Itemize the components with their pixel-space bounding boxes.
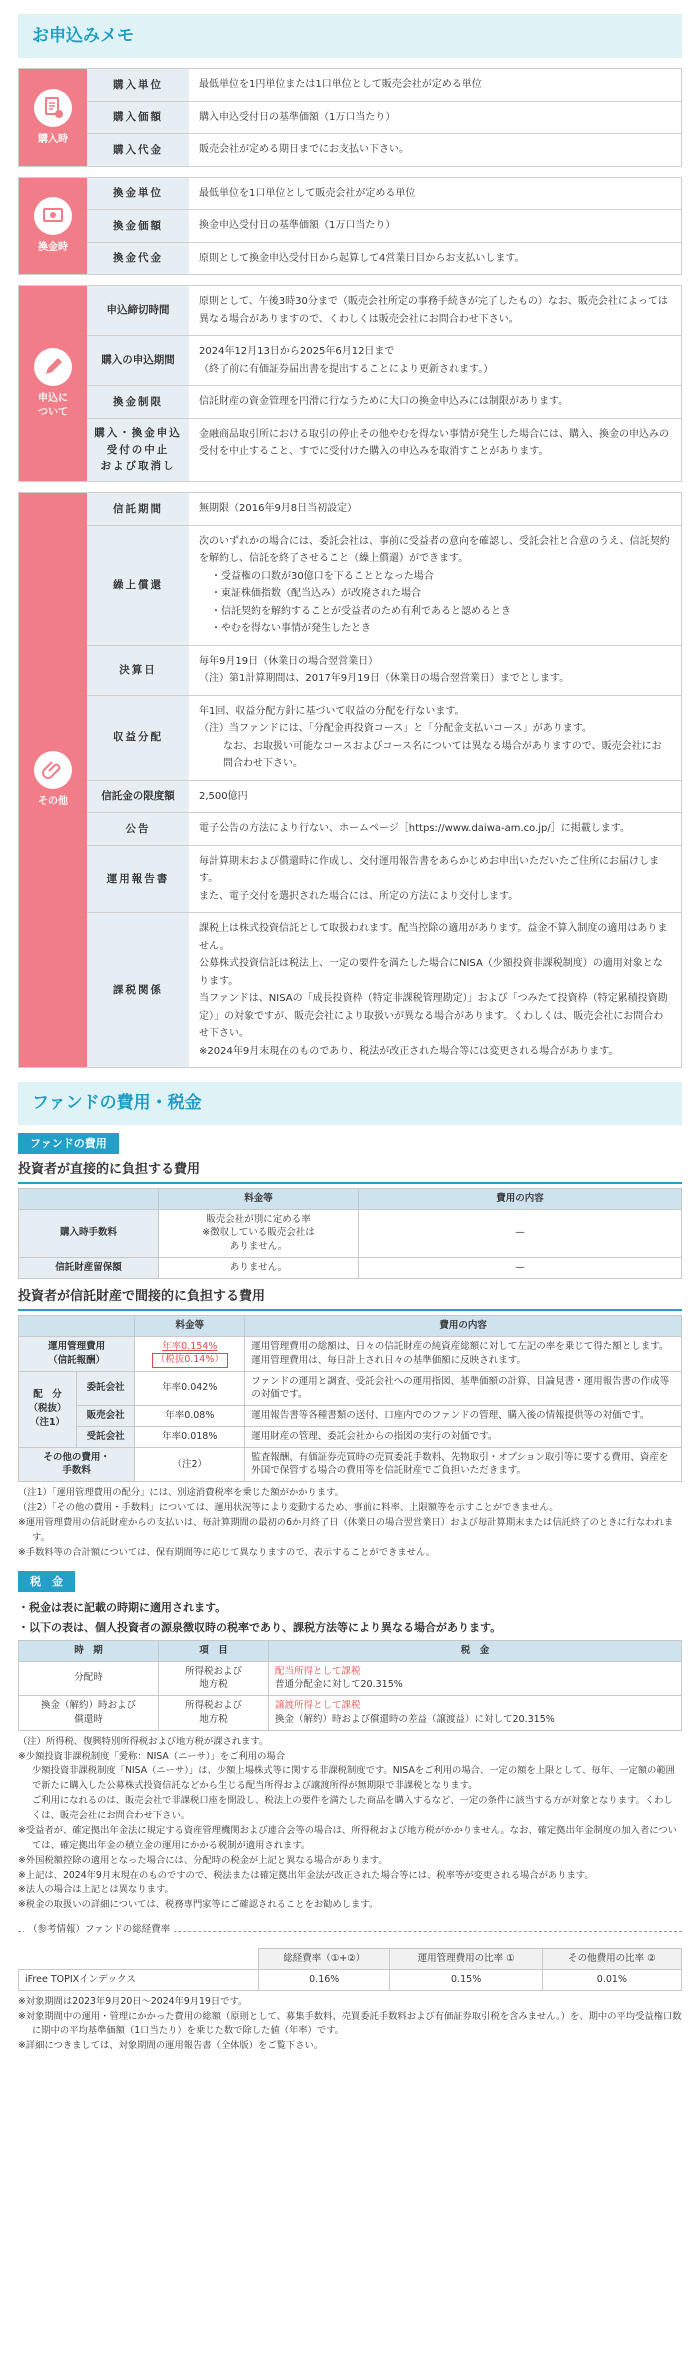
- cost-tag: ファンドの費用: [18, 1133, 119, 1154]
- retention-desc: —: [359, 1257, 682, 1278]
- table-row: [19, 1661, 682, 1696]
- buy-value: 最低単位を1円単位または1口単位として販売会社が定める単位: [199, 79, 482, 91]
- purchase-fee-desc: —: [359, 1209, 682, 1257]
- fee-line: ありません。: [229, 1241, 288, 1253]
- other-row: [87, 813, 681, 846]
- apply-row: [87, 386, 681, 419]
- apply-label-line: 受付の中止: [106, 443, 170, 456]
- tax-note: 少額投資非課税制度「NISA（ニーサ）」は、少額上場株式等に関する非課税制度です。NISAをご利用の場合、一定の額を上限として、毎年、一定額の範囲で新たに購入した公募株式投資信託などから生じる配当所得および譲渡所得が無期限で非課税となります。: [32, 1765, 675, 1792]
- apply-value: [189, 336, 681, 385]
- indirect-h0: [19, 1315, 135, 1336]
- tax-h3: 税 金: [269, 1640, 682, 1661]
- other-fee-line: その他の費用・: [43, 1451, 110, 1463]
- mgmt-label-line: 運用管理費用: [48, 1340, 106, 1352]
- term-label: 信託期間: [87, 493, 189, 525]
- closing-date: 毎年9月19日（休業日の場合翌営業日）: [199, 655, 379, 667]
- early-item: ・受益権の口数が30億口を下ることとなった場合: [211, 570, 434, 582]
- report-text: 毎計算期末および償還時に作成し、交付運用報告書をあらかじめお申出いただいたご住所にお届けします。: [199, 855, 659, 885]
- buy-row: [87, 134, 681, 166]
- tax-item: [159, 1696, 269, 1731]
- buy-value: 販売会社が定める期日までにお支払い下さい。: [199, 144, 409, 156]
- report-value: [189, 846, 681, 913]
- sell-label: 換金価額: [87, 210, 189, 242]
- buy-group: [18, 68, 682, 167]
- ref-notes: [18, 1995, 682, 2055]
- dist-note: （注）当ファンドには、「分配金再投資コース」と「分配金支払いコース」があります。: [199, 723, 592, 735]
- tax-item: [159, 1661, 269, 1696]
- alloc-label-line: 配 分: [33, 1389, 62, 1401]
- indirect-h2: 費用の内容: [245, 1315, 682, 1336]
- early-item: ・信託契約を解約することが受益者のため有利であると認めるとき: [211, 605, 511, 617]
- sell-group: [18, 177, 682, 276]
- fee-line: ※徴収している販売会社は: [202, 1227, 315, 1239]
- mgmt-label-line: （信託報酬）: [48, 1354, 106, 1366]
- cost-note: （注1）「運用管理費用の配分」には、別途消費税率を乗じた額がかかります。: [18, 1487, 344, 1499]
- sell-value: 換金申込受付日の基準価額（1万口当たり）: [199, 220, 396, 232]
- direct-h0: [19, 1188, 159, 1209]
- tax-note: ※受益者が、確定拠出年金法に規定する資産管理機関および連合会等の場合は、所得税および地方税がかかりません。なお、確定拠出年金制度の加入者については、確定拠出年金の積立金の運用にかかる税制が適用されます。: [18, 1824, 677, 1851]
- other-side: [19, 493, 87, 1067]
- tax-table: [18, 1640, 682, 1731]
- tax-notes: [18, 1735, 682, 1914]
- mgmt-fee-rate: [135, 1336, 245, 1371]
- indirect-heading: 投資者が信託財産で間接的に負担する費用: [18, 1287, 682, 1311]
- cost-note: ※運用管理費用の信託財産からの支払いは、毎計算期間の最初の6か月終了日（休業日の場合翌営業日）および毎計算期末または信託終了のときに行なわれます。: [18, 1516, 674, 1543]
- tax-when: [19, 1696, 159, 1731]
- tax-note: ※上記は、2024年9月末現在のものですので、税法または確定拠出年金法が改正された場合等には、税率等が変更される場合があります。: [18, 1869, 594, 1881]
- table-row: [19, 1426, 682, 1447]
- direct-h2: 費用の内容: [359, 1188, 682, 1209]
- retention-rate: ありません。: [159, 1257, 359, 1278]
- tax-bullet: ・以下の表は、個人投資者の源泉徴収時の税率であり、課税方法等により異なる場合があります。: [18, 1621, 502, 1635]
- tax-tag: 税 金: [18, 1571, 75, 1592]
- closing-note: （注）第1計算期間は、2017年9月19日（休業日の場合翌営業日）までとします。: [199, 673, 570, 685]
- term-value: 無期限（2016年9月8日当初設定）: [199, 503, 358, 515]
- apply-period: 2024年12月13日から2025年6月12日まで: [199, 346, 395, 358]
- purchase-icon: [34, 89, 72, 127]
- sell-value: 最低単位を1口単位として販売会社が定める単位: [199, 187, 416, 199]
- ref-note: ※対象期間中の運用・管理にかかった費用の総額（原則として、募集手数料、売買委託手数料および有価証券取引税を含みません。）を、期中の平均受益権口数に期中の平均基準価額（1口当たり）を乗じた数で除した値（年率）です。: [18, 2010, 682, 2037]
- tax-note: ※法人の場合は上記とは異なります。: [18, 1884, 174, 1896]
- table-row: [19, 1696, 682, 1731]
- alloc-rate: 年率0.042%: [135, 1371, 245, 1406]
- apply-group: [18, 285, 682, 482]
- fee-line: 販売会社が別に定める率: [206, 1213, 311, 1225]
- buy-label: 購入価額: [87, 102, 189, 134]
- taxation-label: 課税関係: [87, 913, 189, 1067]
- sell-value: 原則として換金申込受付日から起算して4営業日目からお支払いします。: [199, 252, 525, 264]
- direct-heading: 投資者が直接的に負担する費用: [18, 1160, 682, 1184]
- paperclip-icon: [34, 751, 72, 789]
- limit-label: 信託金の限度額: [87, 781, 189, 813]
- buy-label: 購入代金: [87, 134, 189, 166]
- dist-value: [189, 696, 681, 780]
- apply-label-line: および取消し: [100, 460, 176, 473]
- dist-policy: 年1回、収益分配方針に基づいて収益の分配を行ないます。: [199, 705, 465, 717]
- cost-note: ※手数料等の合計額については、保有期間等に応じて異なりますので、表示することができません。: [18, 1546, 436, 1558]
- buy-side: [19, 69, 87, 166]
- ref-h1: 総経費率（①+②）: [259, 1949, 390, 1970]
- tax-rate: 普通分配金に対して20.315%: [275, 1679, 403, 1691]
- alloc-rate: 年率0.08%: [135, 1406, 245, 1427]
- sell-row: [87, 210, 681, 243]
- taxation-text: 課税上は株式投資信託として取扱われます。配当控除の適用があります。益金不算入制度の適用はありません。: [199, 923, 668, 952]
- tax-h2: 項 目: [159, 1640, 269, 1661]
- ref-v3: 0.01%: [542, 1969, 681, 1990]
- dist-label: 収益分配: [87, 696, 189, 780]
- other-side-label: その他: [38, 796, 68, 808]
- ref-note: ※詳細につきましては、対象期間の運用報告書（全体版）をご覧下さい。: [18, 2040, 324, 2052]
- alloc-name: 委託会社: [77, 1371, 135, 1406]
- tax-value: [269, 1661, 682, 1696]
- indirect-h1: 料金等: [135, 1315, 245, 1336]
- tax-value: [269, 1696, 682, 1731]
- taxation-text: 公募株式投資信託は税法上、一定の要件を満たした場合にNISA（少額投資非課税制度）の適用対象となります。: [199, 958, 663, 987]
- taxation-value: [189, 913, 681, 1067]
- other-row: [87, 526, 681, 646]
- table-row: [19, 1406, 682, 1427]
- early-label: 繰上償還: [87, 526, 189, 645]
- tax-when-line: 償還時: [74, 1713, 103, 1725]
- alloc-desc: 運用報告書等各種書類の送付、口座内でのファンドの管理、購入後の情報提供等の対価です。: [245, 1406, 682, 1427]
- memo-title: お申込みメモ: [18, 14, 682, 58]
- alloc-desc: ファンドの運用と調査、受託会社への運用指図、基準価額の計算、目論見書・運用報告書の作成等の対価です。: [245, 1371, 682, 1406]
- tax-note: ※税金の取扱いの詳細については、税務専門家等にご確認されることをお勧めします。: [18, 1899, 379, 1911]
- table-row: [19, 1336, 682, 1371]
- other-fee-label: [19, 1447, 135, 1482]
- apply-side-label2: ついて: [38, 406, 68, 418]
- mgmt-rate: 年率0.154%: [162, 1340, 218, 1352]
- buy-row: [87, 102, 681, 135]
- redeem-icon: [34, 197, 72, 235]
- apply-value: 信託財産の資金管理を円滑に行なうために大口の換金申込みには制限があります。: [199, 396, 569, 408]
- tax-note: ※少額投資非課税制度「愛称：NISA（ニーサ）」をご利用の場合: [18, 1750, 285, 1762]
- apply-value: 金融商品取引所における取引の停止その他やむを得ない事情が発生した場合には、購入、換金の申込みの受付を中止すること、すでに受付けた購入の申込みを取消すことがあります。: [199, 428, 669, 458]
- report-text2: また、電子交付を選択された場合には、所定の方法により交付します。: [199, 890, 519, 902]
- other-fee-desc: 監査報酬、有価証券売買時の売買委託手数料、先物取引・オプション取引等に要する費用、資産を外国で保管する場合の費用等を信託財産でご負担いただきます。: [245, 1447, 682, 1482]
- purchase-fee-rate: [159, 1209, 359, 1257]
- other-fee-line: 手数料: [62, 1465, 91, 1477]
- tax-item-line: 地方税: [199, 1713, 228, 1725]
- purchase-fee-label: 購入時手数料: [19, 1209, 159, 1257]
- closing-label: 決算日: [87, 646, 189, 695]
- sell-row: [87, 178, 681, 211]
- ref-h0: [19, 1949, 259, 1970]
- sell-side-label: 換金時: [38, 242, 68, 254]
- table-row: [19, 1447, 682, 1482]
- ref-h2: 運用管理費用の比率 ①: [390, 1949, 542, 1970]
- apply-row: [87, 419, 681, 481]
- table-row: [19, 1969, 682, 1990]
- buy-value: 購入申込受付日の基準価額（1万口当たり）: [199, 111, 396, 123]
- apply-side: [19, 286, 87, 481]
- retention-label: 信託財産留保額: [19, 1257, 159, 1278]
- apply-label: [87, 419, 189, 481]
- apply-row: [87, 336, 681, 386]
- tax-type: 配当所得として課税: [275, 1665, 361, 1677]
- tax-when: 分配時: [19, 1661, 159, 1696]
- apply-label: 申込締切時間: [87, 286, 189, 335]
- sell-label: 換金代金: [87, 243, 189, 275]
- tax-note: ご利用になれるのは、販売会社で非課税口座を開設し、税法上の要件を満たした商品を購入するなど、一定の条件に該当する方が対象となります。くわしくは、販売会社にお問合わせ下さい。: [32, 1795, 673, 1822]
- apply-row: [87, 286, 681, 336]
- report-label: 運用報告書: [87, 846, 189, 913]
- early-value: [189, 526, 681, 645]
- buy-row: [87, 69, 681, 102]
- tax-note: ※外国税額控除の適用となった場合には、分配時の税金が上記と異なる場合があります。: [18, 1854, 388, 1866]
- mgmt-rate-ex: （税抜0.14%）: [152, 1353, 228, 1367]
- other-row: [87, 696, 681, 781]
- early-item: ・東証株価指数（配当込み）が改廃された場合: [211, 588, 421, 600]
- mgmt-fee-desc: 運用管理費用の総額は、日々の信託財産の純資産総額に対して左記の率を乗じて得た額とします。運用管理費用は、毎日計上され日々の基準価額に反映されます。: [245, 1336, 682, 1371]
- limit-value: 2,500億円: [199, 790, 248, 802]
- tax-when-line: 換金（解約）時および: [40, 1700, 136, 1712]
- tax-bullet: ・税金は表に記載の時期に適用されます。: [18, 1600, 227, 1614]
- early-intro: 次のいずれかの場合には、委託会社は、事前に受益者の意向を確認し、受託会社と合意のうえ、信託契約を解約し、信託を終了させること（繰上償還）ができます。: [199, 535, 670, 565]
- apply-label-line: 購入・換金申込: [94, 426, 182, 439]
- other-fee-rate: （注2）: [135, 1447, 245, 1482]
- ref-h3: その他費用の比率 ②: [542, 1949, 681, 1970]
- direct-h1: 料金等: [159, 1188, 359, 1209]
- pen-icon: [34, 348, 72, 386]
- ref-v2: 0.15%: [390, 1969, 542, 1990]
- table-row: [19, 1209, 682, 1257]
- tax-note: （注）所得税、復興特別所得税および地方税が課されます。: [18, 1735, 269, 1747]
- taxation-text: 当ファンドは、NISAの「成長投資枠（特定非課税管理勘定）」および「つみたて投資枠（特定累積投資勘定）」の対象ですが、販売会社により取扱いが異なる場合があります。くわしくは、販売会社にお問合わせ下さい。: [199, 993, 668, 1040]
- other-row: [87, 846, 681, 914]
- ref-fund: iFree TOPIXインデックス: [19, 1969, 259, 1990]
- other-group: [18, 492, 682, 1068]
- buy-label: 購入単位: [87, 69, 189, 101]
- alloc-label-line: （注1）: [29, 1417, 66, 1429]
- cost-notes: [18, 1486, 682, 1560]
- ref-v1: 0.16%: [259, 1969, 390, 1990]
- apply-label: 購入の申込期間: [87, 336, 189, 385]
- tax-type: 譲渡所得として課税: [275, 1700, 361, 1712]
- other-row: [87, 646, 681, 696]
- other-row: [87, 493, 681, 526]
- sell-row: [87, 243, 681, 275]
- direct-cost-table: [18, 1188, 682, 1279]
- sell-side: [19, 178, 87, 275]
- alloc-rate: 年率0.018%: [135, 1426, 245, 1447]
- notice-label: 公告: [87, 813, 189, 845]
- sell-label: 換金単位: [87, 178, 189, 210]
- taxation-note: ※2024年9月末現在のものであり、税法が改正された場合等には変更される場合があります。: [199, 1045, 619, 1057]
- ref-note: ※対象期間は2023年9月20日～2024年9月19日です。: [18, 1995, 248, 2007]
- tax-item-line: 所得税および: [184, 1700, 242, 1712]
- ref-title: （参考情報）ファンドの総経費率: [24, 1923, 174, 1938]
- table-row: [19, 1371, 682, 1406]
- alloc-label-line: （税抜）: [28, 1403, 67, 1415]
- ref-table: [18, 1948, 682, 1991]
- mgmt-fee-label: [19, 1336, 135, 1371]
- alloc-name: 販売会社: [77, 1406, 135, 1427]
- tax-item-line: 所得税および: [184, 1665, 242, 1677]
- buy-side-label: 購入時: [38, 133, 68, 145]
- early-item: ・やむを得ない事情が発生したとき: [211, 623, 371, 635]
- closing-value: [189, 646, 681, 695]
- apply-side-label1: 申込に: [38, 393, 68, 405]
- notice-value: 電子公告の方法により行ない、ホームページ［https://www.daiwa-am.co.jp/］に掲載します。: [199, 823, 630, 835]
- indirect-cost-table: [18, 1315, 682, 1482]
- apply-label: 換金制限: [87, 386, 189, 418]
- apply-value: 原則として、午後3時30分まで（販売会社所定の事務手続きが完了したもの）なお、販売会社によっては異なる場合がありますので、くわしくは販売会社にお問合わせ下さい。: [199, 296, 668, 325]
- dist-note2: なお、お取扱い可能なコースおよびコース名については異なる場合がありますので、販売会社にお問合わせ下さい。: [223, 740, 662, 770]
- ref-section: [18, 1924, 682, 2054]
- tax-rate: 換金（解約）時および償還時の差益（譲渡益）に対して20.315%: [275, 1713, 555, 1725]
- table-row: [19, 1257, 682, 1278]
- tax-item-line: 地方税: [199, 1679, 228, 1691]
- alloc-desc: 運用財産の管理、委託会社からの指図の実行の対価です。: [245, 1426, 682, 1447]
- alloc-label: [19, 1371, 77, 1447]
- cost-note: （注2）「その他の費用・手数料」については、運用状況等により変動するため、事前に料率、上限額等を示すことができません。: [18, 1502, 559, 1514]
- apply-period-note: （終了前に有価証券届出書を提出することにより更新されます。）: [199, 363, 494, 375]
- cost-title: ファンドの費用・税金: [18, 1082, 682, 1124]
- tax-h1: 時 期: [19, 1640, 159, 1661]
- alloc-name: 受託会社: [77, 1426, 135, 1447]
- other-row: [87, 781, 681, 814]
- other-row: [87, 913, 681, 1067]
